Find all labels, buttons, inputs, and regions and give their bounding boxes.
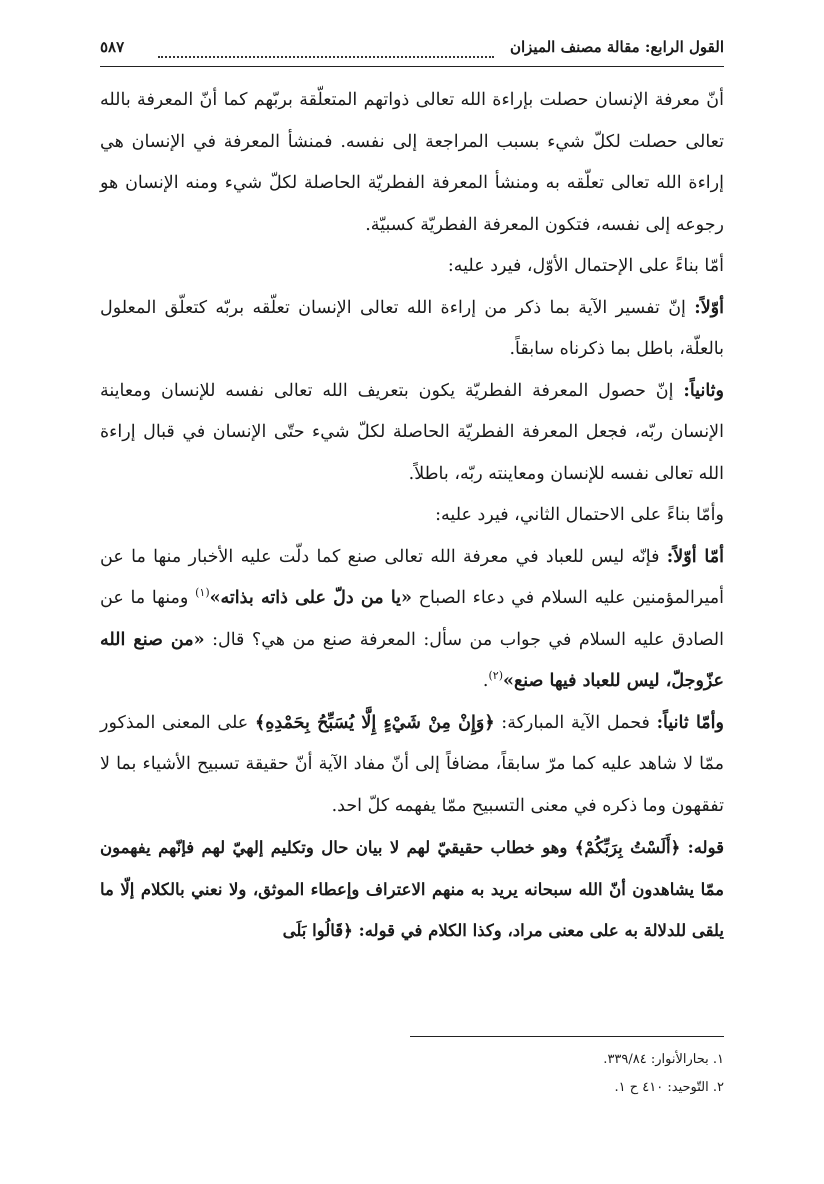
paragraph-text: وهو خطاب حقيقيّ لهم لا بيان حال وتكليم إلهيّ لهم فإنّهم يفهمون ممّا يشاهدون أنّ الله سبحانه يريد به منهم الاعتراف وإعطاء الموثق، ولا نعني بالكلام إلّا ما يلقى للدلالة به على معنى مراد، وكذا الكلام في قوله: xyxy=(100,838,724,940)
footnote-separator xyxy=(410,1036,724,1037)
quran-verse: ﴿قَالُوا بَلَى xyxy=(282,921,353,940)
paragraph xyxy=(100,288,724,371)
paragraph-text: . xyxy=(482,671,489,691)
main-text xyxy=(100,80,724,952)
footnote-ref[interactable]: (١) xyxy=(195,586,210,600)
paragraph-text: ومنها ما عن الصادق عليه السلام في جواب من سأل: المعرفة صنع من هي؟ قال: xyxy=(100,588,724,650)
paragraph-text: إنّ تفسير الآية بما ذكر من إراءة الله تعالى الإنسان تعلّقه بربّه كتعلّق المعلول بالعلّة، باطل بما ذكرناه سابقاً. xyxy=(100,297,724,359)
paragraph: أمّا بناءً على الإحتمال الأوّل، فيرد عليه: xyxy=(447,256,724,276)
paragraph xyxy=(100,371,724,496)
paragraph-lead: وثانياً: xyxy=(683,380,724,401)
running-header xyxy=(100,36,724,67)
paragraph-text: إنّ حصول المعرفة الفطريّة يكون بتعريف الله تعالى نفسه للإنسان ومعاينة الإنسان ربّه، فجعل المعرفة الفطريّة الحاصلة لكلّ شيء حتّى الإنسان في قبال إراءة الله تعالى نفسه للإنسان ومعاينته ربّه، باطلاً. xyxy=(100,380,724,484)
paragraph-lead: وأمّا ثانياً: xyxy=(656,712,724,733)
paragraph: أنّ معرفة الإنسان حصلت بإراءة الله تعالى ذواتهم المتعلّقة بربّهم كما أنّ المعرفة بالله تعالى حصلت لكلّ شيء بسبب المراجعة إلى نفسه. فمنشأ المعرفة في الإنسان هي إراءة الله تعالى تعلّقه به ومنشأ المعرفة الفطريّة الحاصلة لكلّ شيء ومنه الإنسان هو رجوعه إلى نفسه، فتكون المعرفة الفطريّة كسبيّة. xyxy=(100,90,724,235)
paragraph-lead: أوّلاً: xyxy=(694,297,724,318)
paragraph-text: على المعنى المذكور ممّا لا شاهد عليه كما مرّ سابقاً، مضافاً إلى أنّ مفاد الآية أنّ حقيقة تسبيح الأشياء بما لا تفقهون وما ذكره في معنى التسبيح ممّا يفهمه كلّ احد. xyxy=(100,712,724,816)
quran-verse: ﴿وَإِنْ مِنْ شَيْءٍ إِلَّا يُسَبِّحُ بِحَمْدِهِ﴾ xyxy=(254,712,495,733)
paragraph-text: فإنّه ليس للعباد في معرفة الله تعالى صنع كما دلّت عليه الأخبار منها ما عن أميرالمؤمنين عليه السلام في دعاء الصباح xyxy=(100,546,724,608)
footnotes xyxy=(404,1046,724,1102)
hadith-quote: «يا من دلّ على ذاته بذاته» xyxy=(209,588,412,608)
paragraph xyxy=(100,703,724,828)
page-number: ٥٨٧ xyxy=(100,38,125,56)
paragraph-text: قوله: xyxy=(680,838,724,857)
footnote-item: ٢. التّوحيد: ٤١٠ ح ١. xyxy=(614,1080,724,1095)
footnote-ref[interactable]: (٢) xyxy=(488,669,504,683)
quran-verse: ﴿أَلَسْتُ بِرَبِّكُمْ﴾ xyxy=(574,838,681,857)
quoted-commentary xyxy=(100,827,724,952)
paragraph-lead: أمّا أوّلاً: xyxy=(666,546,724,567)
chapter-title: القول الرابع: مقالة مصنف الميزان xyxy=(509,38,724,56)
hadith-quote: «من صنع الله عزّوجلّ، ليس للعباد فيها صنع» xyxy=(100,629,724,691)
paragraph: وأمّا بناءً على الاحتمال الثاني، فيرد عليه: xyxy=(435,505,724,525)
paragraph-text: فحمل الآية المباركة: xyxy=(494,712,657,733)
footnote-item: ١. بحارالأنوار: ٣٣٩/٨٤. xyxy=(603,1052,724,1067)
header-dot-leader xyxy=(158,42,494,58)
paragraph xyxy=(100,827,724,952)
paragraph xyxy=(100,537,724,703)
